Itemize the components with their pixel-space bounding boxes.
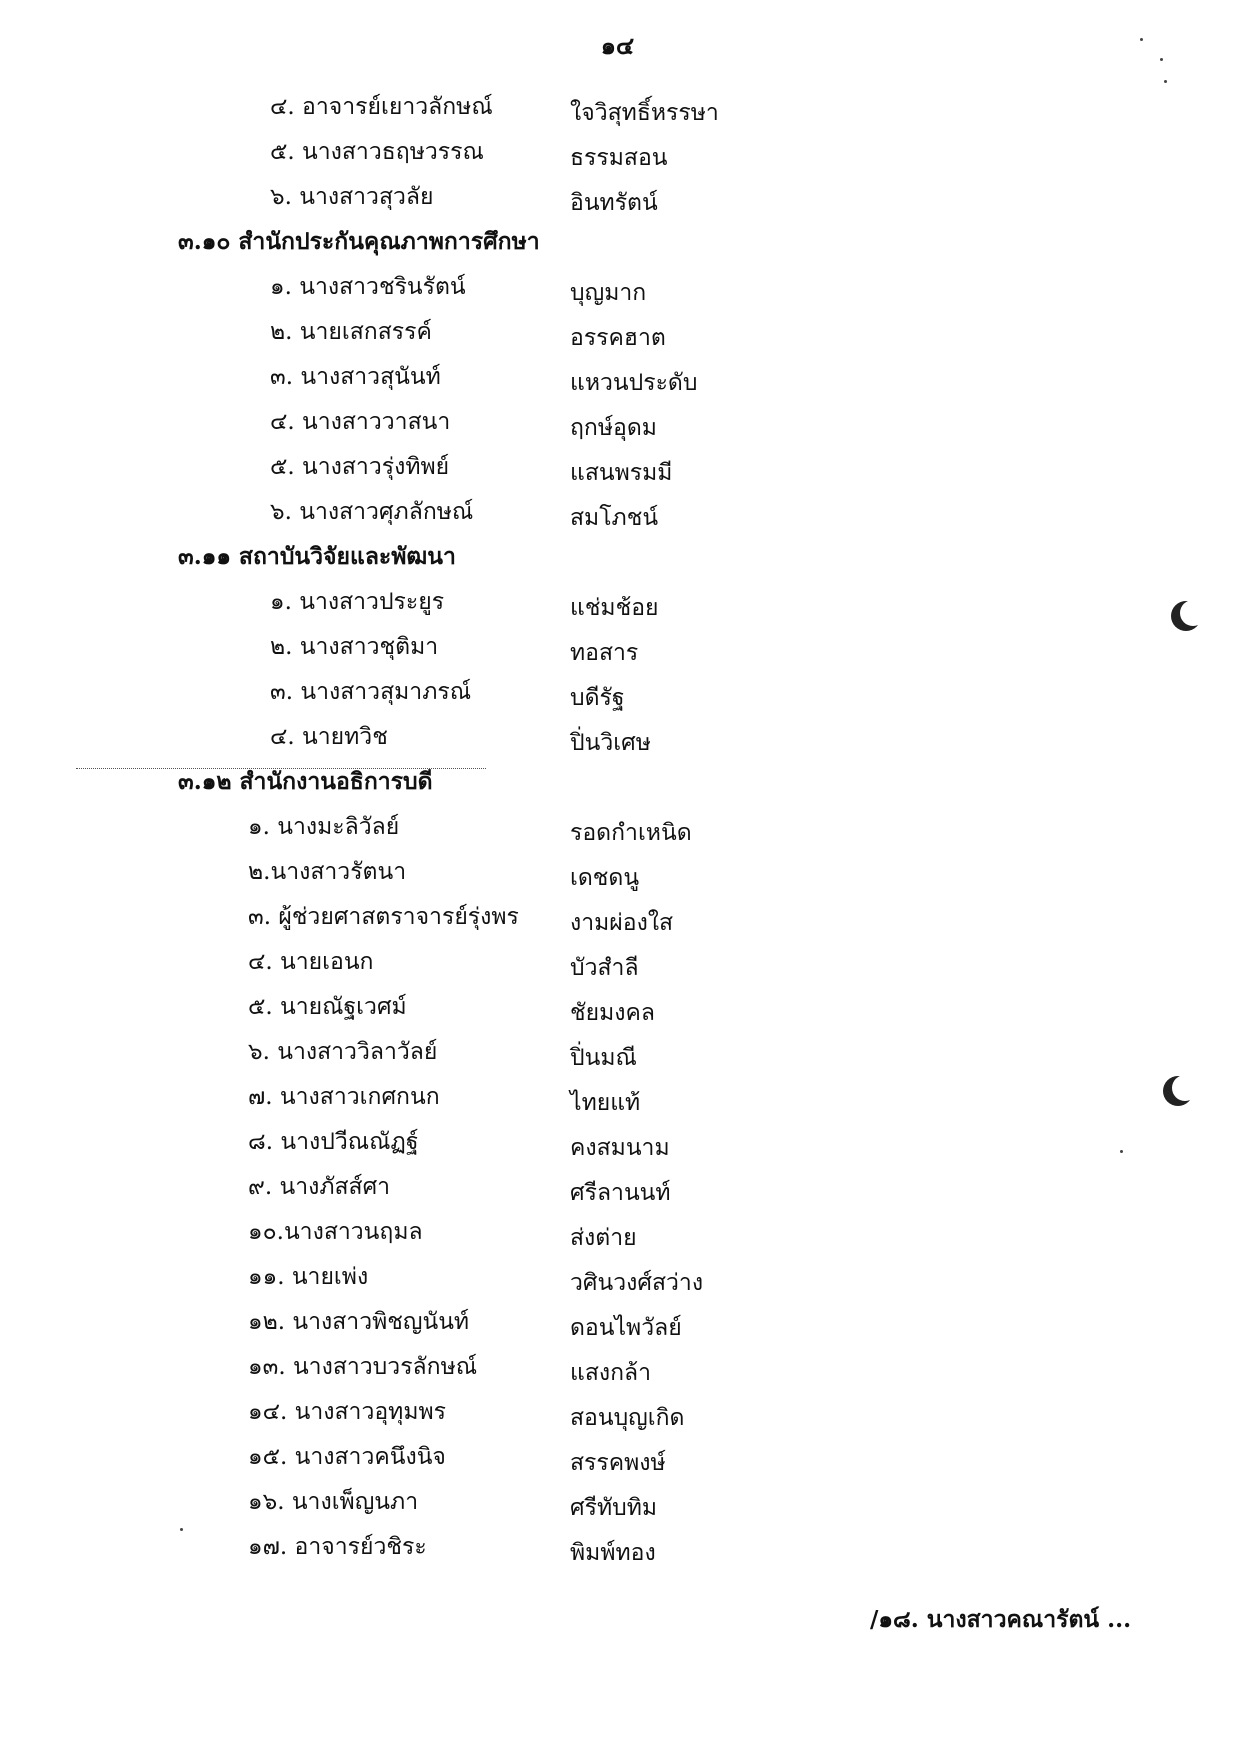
staff-surname: ศรีทับทิม <box>570 1495 658 1521</box>
staff-name: ๒.นางสาวรัตนา <box>248 859 407 885</box>
staff-surname: ศรีลานนท์ <box>570 1180 671 1206</box>
staff-row <box>0 1172 1235 1217</box>
staff-name: ๙. นางภัสส์ศา <box>248 1174 391 1200</box>
staff-row <box>0 137 1235 182</box>
scan-speck <box>1120 1150 1123 1153</box>
staff-name: ๖. นางสาวสุวลัย <box>270 184 434 210</box>
staff-name: ๕. นางสาวธฤษวรรณ <box>270 139 484 165</box>
staff-row <box>0 812 1235 857</box>
staff-name: ๑. นางมะลิวัลย์ <box>248 814 400 840</box>
staff-name: ๑๒. นางสาวพิชญนันท์ <box>248 1309 470 1335</box>
staff-name: ๒. นางสาวชุติมา <box>270 634 439 660</box>
staff-row <box>0 452 1235 497</box>
staff-name: ๔. นายเอนก <box>248 949 374 975</box>
staff-row <box>0 1442 1235 1487</box>
staff-surname: บดีรัฐ <box>570 685 625 711</box>
staff-row <box>0 1352 1235 1397</box>
scan-mark <box>1172 1075 1198 1101</box>
staff-name: ๘. นางปวีณณัฏฐ์ <box>248 1129 419 1155</box>
staff-surname: ฤกษ์อุดม <box>570 415 657 441</box>
staff-surname: ทอสาร <box>570 640 639 666</box>
continuation-note: /๑๘. นางสาวคณารัตน์ ... <box>870 1606 1132 1633</box>
staff-name: ๑๕. นางสาวคนึงนิจ <box>248 1444 446 1470</box>
staff-row <box>0 947 1235 992</box>
staff-surname: บัวสำลี <box>570 955 639 981</box>
section-title: ๓.๑๒ สำนักงานอธิการบดี <box>178 768 433 795</box>
staff-surname: เดชดนู <box>570 865 640 891</box>
staff-surname: ชัยมงคล <box>570 1000 655 1026</box>
staff-name: ๓. นางสาวสุมาภรณ์ <box>270 679 472 705</box>
scan-speck <box>1164 80 1167 83</box>
staff-name: ๓. นางสาวสุนันท์ <box>270 364 441 390</box>
scan-mark <box>1180 600 1206 626</box>
staff-surname: งามผ่องใส <box>570 910 674 936</box>
staff-row <box>0 632 1235 677</box>
staff-name: ๖. นางสาววิลาวัลย์ <box>248 1039 438 1065</box>
section-heading <box>0 227 1235 272</box>
staff-name: ๒. นายเสกสรรค์ <box>270 319 432 345</box>
staff-name: ๑๔. นางสาวอุทุมพร <box>248 1399 447 1425</box>
staff-surname: แสงกล้า <box>570 1360 652 1386</box>
staff-name: ๕. นายณัฐเวศม์ <box>248 994 407 1020</box>
staff-surname: แหวนประดับ <box>570 370 698 396</box>
staff-name: ๓. ผู้ช่วยศาสตราจารย์รุ่งพร <box>248 904 519 930</box>
section-title: ๓.๑๑ สถาบันวิจัยและพัฒนา <box>178 543 456 570</box>
staff-surname: แช่มช้อย <box>570 595 659 621</box>
staff-row <box>0 407 1235 452</box>
staff-row <box>0 317 1235 362</box>
staff-row <box>0 1487 1235 1532</box>
staff-row <box>0 587 1235 632</box>
staff-row <box>0 992 1235 1037</box>
section-divider <box>76 768 486 769</box>
staff-name: ๑๗. อาจารย์วชิระ <box>248 1534 427 1560</box>
staff-name: ๔. นางสาววาสนา <box>270 409 451 435</box>
staff-row <box>0 1532 1235 1577</box>
staff-surname: ปิ่นมณี <box>570 1045 637 1071</box>
staff-name: ๑. นางสาวชรินรัตน์ <box>270 274 466 300</box>
staff-name: ๕. นางสาวรุ่งทิพย์ <box>270 454 450 480</box>
staff-surname: ไทยแท้ <box>570 1090 641 1116</box>
staff-surname: วศินวงศ์สว่าง <box>570 1270 704 1296</box>
staff-row <box>0 1262 1235 1307</box>
staff-name: ๔. นายทวิช <box>270 724 388 750</box>
staff-surname: อินทรัตน์ <box>570 190 658 216</box>
staff-row <box>0 1037 1235 1082</box>
staff-row <box>0 1217 1235 1262</box>
staff-name: ๖. นางสาวศุภลักษณ์ <box>270 499 474 525</box>
staff-list <box>0 92 1235 1577</box>
staff-surname: อรรคฮาต <box>570 325 666 351</box>
staff-row <box>0 1397 1235 1442</box>
section-heading <box>0 542 1235 587</box>
staff-row <box>0 497 1235 542</box>
staff-name: ๑๖. นางเพ็ญนภา <box>248 1489 419 1515</box>
staff-name: ๔. อาจารย์เยาวลักษณ์ <box>270 94 493 120</box>
staff-surname: รอดกำเหนิด <box>570 820 692 846</box>
staff-name: ๗. นางสาวเกศกนก <box>248 1084 440 1110</box>
scan-speck <box>1160 58 1163 61</box>
staff-surname: ธรรมสอน <box>570 145 668 171</box>
staff-row <box>0 1082 1235 1127</box>
staff-name: ๑๐.นางสาวนฤมล <box>248 1219 423 1245</box>
staff-surname: ดอนไพวัลย์ <box>570 1315 682 1341</box>
staff-row <box>0 1307 1235 1352</box>
staff-surname: สรรคพงษ์ <box>570 1450 666 1476</box>
staff-surname: สอนบุญเกิด <box>570 1405 685 1431</box>
staff-row <box>0 722 1235 767</box>
staff-row <box>0 362 1235 407</box>
staff-row <box>0 182 1235 227</box>
staff-surname: สมโภชน์ <box>570 505 659 531</box>
staff-row <box>0 902 1235 947</box>
staff-surname: คงสมนาม <box>570 1135 670 1161</box>
staff-surname: ส่งต่าย <box>570 1225 637 1251</box>
scan-speck <box>180 1528 183 1531</box>
staff-name: ๑๑. นายเพ่ง <box>248 1264 369 1290</box>
staff-row <box>0 677 1235 722</box>
staff-name: ๑๓. นางสาวบวรลักษณ์ <box>248 1354 478 1380</box>
scan-speck <box>1140 38 1143 41</box>
staff-name: ๑. นางสาวประยูร <box>270 589 445 615</box>
staff-surname: แสนพรมมี <box>570 460 673 486</box>
staff-row <box>0 272 1235 317</box>
page-number: ๑๔ <box>600 31 635 60</box>
staff-surname: ปิ่นวิเศษ <box>570 730 651 756</box>
staff-row <box>0 1127 1235 1172</box>
section-heading <box>0 767 1235 812</box>
section-title: ๓.๑๐ สำนักประกันคุณภาพการศึกษา <box>178 228 540 255</box>
staff-row <box>0 857 1235 902</box>
staff-surname: พิมพ์ทอง <box>570 1540 656 1566</box>
staff-row <box>0 92 1235 137</box>
staff-surname: ใจวิสุทธิ์หรรษา <box>570 100 719 126</box>
staff-surname: บุญมาก <box>570 280 647 306</box>
